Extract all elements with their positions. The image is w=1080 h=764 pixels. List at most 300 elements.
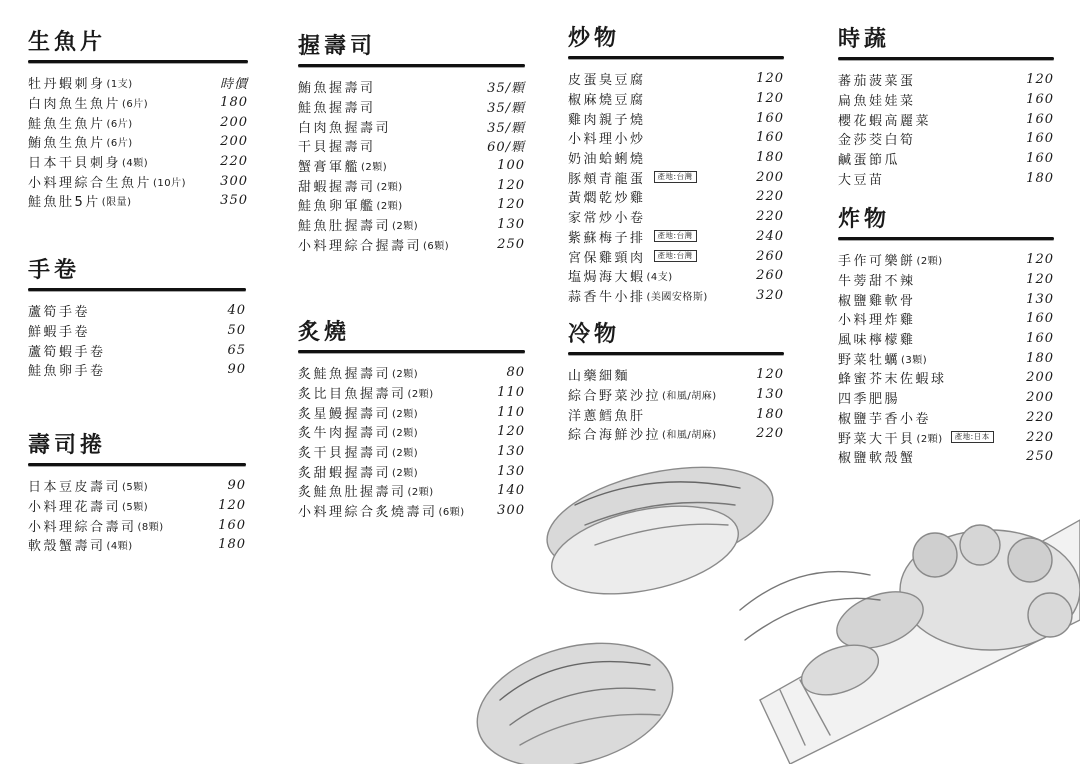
item-note: (限量) <box>101 197 132 209</box>
item-price: 140 <box>497 483 525 499</box>
item-note: (2顆) <box>392 448 419 460</box>
item-price: 160 <box>218 517 246 533</box>
item-price: 100 <box>497 158 525 174</box>
item-name: 小料理綜合炙燒壽司 <box>298 505 438 521</box>
item-price: 180 <box>218 537 246 553</box>
item-price: 120 <box>756 91 784 107</box>
item-name: 四季肥腸 <box>838 392 901 408</box>
menu-item <box>838 149 1054 169</box>
item-price: 160 <box>1026 111 1054 127</box>
menu-item <box>28 132 248 152</box>
item-name: 椒麻燒豆腐 <box>568 93 646 109</box>
item-name: 鮭魚卵軍艦 <box>298 199 376 215</box>
menu-item <box>838 329 1054 349</box>
menu-item <box>298 481 525 501</box>
item-price: 90 <box>227 362 246 378</box>
menu-section-sushi-roll <box>28 433 246 555</box>
item-price: 180 <box>1026 350 1054 366</box>
item-name: 野菜大干貝 <box>838 431 916 447</box>
item-price: 350 <box>220 193 248 209</box>
item-name: 宮保雞頸肉 <box>568 250 646 266</box>
item-name: 蘆筍手卷 <box>28 305 91 321</box>
item-note: (和風/胡麻) <box>662 391 717 403</box>
menu-item <box>298 116 525 136</box>
item-price: 120 <box>1026 272 1054 288</box>
menu-item <box>838 168 1054 188</box>
menu-item-label <box>28 516 164 535</box>
item-name: 風味檸檬雞 <box>838 333 916 349</box>
menu-item <box>28 496 246 516</box>
item-name: 白肉魚握壽司 <box>298 120 392 136</box>
item-price: 160 <box>1026 131 1054 147</box>
item-note: (6顆) <box>423 240 450 252</box>
origin-badge: 產地:台灣 <box>654 230 697 242</box>
menu-item <box>838 250 1054 270</box>
item-price: 120 <box>756 71 784 87</box>
item-price: 220 <box>756 189 784 205</box>
menu-item-label <box>298 442 418 461</box>
section-divider <box>298 64 525 67</box>
menu-item-label <box>568 247 697 266</box>
origin-badge: 產地:日本 <box>951 431 994 443</box>
item-price: 110 <box>497 385 525 401</box>
menu-item-label <box>298 77 376 96</box>
item-note: (3顆) <box>901 354 928 366</box>
menu-item-label <box>568 148 646 167</box>
menu-item-label <box>838 169 885 188</box>
menu-item-label <box>28 172 186 191</box>
menu-item-label <box>568 385 717 404</box>
item-name: 牛蒡甜不辣 <box>838 274 916 290</box>
menu-item <box>838 270 1054 290</box>
menu-item-label <box>568 424 717 443</box>
menu-item-label <box>298 117 391 136</box>
item-name: 蟹膏軍艦 <box>298 160 361 176</box>
menu-item <box>298 97 525 117</box>
menu-item <box>838 70 1054 90</box>
item-price: 130 <box>756 387 784 403</box>
item-name: 小料理炸雞 <box>838 313 916 329</box>
section-divider <box>838 57 1054 60</box>
menu-item-label <box>28 93 148 112</box>
item-note: (2顆) <box>407 487 434 499</box>
menu-item-label <box>28 132 133 151</box>
menu-item-label <box>568 227 697 246</box>
item-name: 鮭魚肚握壽司 <box>298 219 392 235</box>
item-name: 炙牛肉握壽司 <box>298 426 392 442</box>
origin-badge: 產地:台灣 <box>654 171 697 183</box>
menu-item <box>28 321 246 341</box>
item-name: 蒜香牛小排 <box>568 289 646 305</box>
menu-item <box>298 461 525 481</box>
menu-section-hand-roll <box>28 258 246 380</box>
item-price: 320 <box>756 287 784 303</box>
menu-item <box>298 215 525 235</box>
item-note: (2顆) <box>376 201 403 213</box>
item-name: 牡丹蝦刺身 <box>28 77 106 93</box>
menu-section-fried <box>838 207 1054 467</box>
menu-item-label <box>838 70 916 89</box>
item-name: 大豆苗 <box>838 172 885 188</box>
menu-item-label <box>568 365 630 384</box>
item-note: (2顆) <box>392 221 419 233</box>
menu-item-label <box>838 110 931 129</box>
item-price: 60/顆 <box>487 140 525 156</box>
menu-item <box>298 383 525 403</box>
item-price: 160 <box>756 130 784 146</box>
menu-item <box>298 136 525 156</box>
item-name: 鮭魚生魚片 <box>28 116 106 132</box>
menu-item <box>568 266 784 286</box>
item-price: 300 <box>220 173 248 189</box>
item-name: 鮭魚肚5片 <box>28 195 101 211</box>
section-title: 炒物 <box>568 26 621 51</box>
menu-item <box>28 301 246 321</box>
item-price: 130 <box>497 444 525 460</box>
item-name: 蕃茄菠菜蛋 <box>838 74 916 90</box>
menu-item-label <box>568 69 646 88</box>
menu-item <box>568 207 784 227</box>
menu-item-label <box>838 349 927 368</box>
item-note: (2顆) <box>392 408 419 420</box>
item-price: 35/顆 <box>487 81 525 97</box>
menu-item <box>568 167 784 187</box>
item-price: 300 <box>497 503 525 519</box>
item-note: (2顆) <box>392 369 419 381</box>
item-price: 120 <box>497 177 525 193</box>
item-note: (8顆) <box>137 521 164 533</box>
item-name: 甜蝦握壽司 <box>298 179 376 195</box>
item-price: 180 <box>756 150 784 166</box>
menu-item <box>568 89 784 109</box>
menu-item <box>28 93 248 113</box>
menu-item-label <box>838 290 916 309</box>
item-price: 200 <box>756 169 784 185</box>
section-title: 炙燒 <box>298 320 351 345</box>
item-note: (6片) <box>122 99 149 111</box>
menu-item <box>838 427 1054 447</box>
menu-item-label <box>298 462 418 481</box>
item-name: 小料理小炒 <box>568 132 646 148</box>
menu-item-label <box>298 156 387 175</box>
menu-item <box>28 535 246 555</box>
menu-item-label <box>298 363 418 382</box>
menu-item <box>298 422 525 442</box>
item-name: 櫻花蝦高麗菜 <box>838 113 932 129</box>
item-name: 皮蛋臭豆腐 <box>568 73 646 89</box>
menu-item <box>298 363 525 383</box>
item-name: 日本干貝刺身 <box>28 156 122 172</box>
item-name: 鮭魚卵手卷 <box>28 364 106 380</box>
menu-item-label <box>568 168 697 187</box>
menu-item <box>28 112 248 132</box>
menu-section-sashimi <box>28 30 248 211</box>
menu-item-label <box>298 235 449 254</box>
item-price: 200 <box>220 114 248 130</box>
item-price: 130 <box>497 217 525 233</box>
item-price: 120 <box>1026 252 1054 268</box>
menu-item <box>298 195 525 215</box>
item-note: (2顆) <box>361 162 388 174</box>
item-name: 蘆筍蝦手卷 <box>28 344 106 360</box>
section-title: 冷物 <box>568 322 621 347</box>
item-price: 90 <box>227 478 246 494</box>
item-note: (2顆) <box>407 389 434 401</box>
item-price: 250 <box>1026 449 1054 465</box>
item-price: 120 <box>1026 72 1054 88</box>
item-note: (1支) <box>106 79 133 91</box>
menu-item-label <box>838 309 916 328</box>
menu-item-label <box>298 215 418 234</box>
item-name: 炙比目魚握壽司 <box>298 387 407 403</box>
item-name: 日本豆皮壽司 <box>28 480 122 496</box>
item-price: 110 <box>497 404 525 420</box>
item-note: (美國安格斯) <box>646 291 708 303</box>
menu-item <box>568 69 784 89</box>
item-name: 炙星鰻握壽司 <box>298 406 392 422</box>
menu-item <box>298 156 525 176</box>
item-price: 120 <box>497 197 525 213</box>
menu-item <box>28 515 246 535</box>
item-name: 鮪魚握壽司 <box>298 81 376 97</box>
menu-item <box>298 175 525 195</box>
menu-item <box>568 246 784 266</box>
section-title: 壽司捲 <box>28 433 107 458</box>
section-divider <box>568 56 784 59</box>
item-price: 250 <box>497 236 525 252</box>
item-price: 180 <box>220 95 248 111</box>
menu-item-label <box>568 286 708 305</box>
item-price: 160 <box>1026 311 1054 327</box>
menu-item-label <box>298 97 376 116</box>
item-note: (6片) <box>106 138 133 150</box>
menu-item-label <box>28 341 106 360</box>
menu-item-label <box>28 301 90 320</box>
menu-section-stir-fry <box>568 26 784 305</box>
menu-item-label <box>838 447 916 466</box>
item-price: 120 <box>497 424 525 440</box>
item-name: 雞肉親子燒 <box>568 112 646 128</box>
item-name: 豚頰青龍蛋 <box>568 171 646 187</box>
item-note: (6顆) <box>438 507 465 519</box>
item-name: 炙甜蝦握壽司 <box>298 465 392 481</box>
item-name: 手作可樂餅 <box>838 254 916 270</box>
section-divider <box>28 463 246 466</box>
item-price: 220 <box>1026 409 1054 425</box>
menu-item-label <box>568 207 646 226</box>
item-name: 鮭魚握壽司 <box>298 101 376 117</box>
menu-item <box>568 227 784 247</box>
menu-item-label <box>298 176 403 195</box>
item-price: 50 <box>227 323 246 339</box>
menu-item <box>28 360 246 380</box>
menu-item <box>568 385 784 405</box>
item-name: 鮪魚生魚片 <box>28 136 106 152</box>
item-name: 椒鹽雞軟骨 <box>838 293 916 309</box>
menu-item-label <box>298 422 418 441</box>
menu-item <box>838 368 1054 388</box>
section-divider <box>28 60 248 63</box>
menu-item <box>568 108 784 128</box>
item-note: (5顆) <box>122 502 149 514</box>
menu-item <box>568 148 784 168</box>
item-name: 白肉魚生魚片 <box>28 97 122 113</box>
item-price: 160 <box>756 110 784 126</box>
item-price: 160 <box>1026 331 1054 347</box>
item-name: 紫蘇梅子排 <box>568 230 646 246</box>
menu-item-label <box>28 113 133 132</box>
item-name: 小料理綜合壽司 <box>28 519 137 535</box>
item-name: 炙干貝握壽司 <box>298 446 392 462</box>
item-note: (4顆) <box>122 158 149 170</box>
menu-item <box>838 129 1054 149</box>
menu-item-label <box>838 129 916 148</box>
item-note: (6片) <box>106 118 133 130</box>
menu-item <box>298 501 525 521</box>
menu-item-label <box>568 89 646 108</box>
menu-item <box>838 90 1054 110</box>
section-title: 時蔬 <box>838 27 891 52</box>
menu-item-label <box>298 501 465 520</box>
menu-item <box>28 340 246 360</box>
item-price: 220 <box>1026 429 1054 445</box>
menu-item <box>838 348 1054 368</box>
menu-item <box>28 171 248 191</box>
menu-section-cold <box>568 322 784 444</box>
menu-item <box>568 404 784 424</box>
menu-item-label <box>298 383 434 402</box>
item-price: 160 <box>1026 151 1054 167</box>
item-price: 35/顆 <box>487 120 525 136</box>
menu-item <box>568 424 784 444</box>
menu-item <box>298 235 525 255</box>
item-name: 小料理花壽司 <box>28 500 122 516</box>
menu-item-label <box>28 191 132 210</box>
item-note: (2顆) <box>916 433 943 445</box>
section-divider <box>838 237 1054 240</box>
menu-item-label <box>838 329 916 348</box>
menu-item <box>838 447 1054 467</box>
item-price: 260 <box>756 268 784 284</box>
menu-item <box>838 289 1054 309</box>
section-divider <box>568 352 784 355</box>
item-price: 180 <box>756 406 784 422</box>
item-price: 130 <box>497 463 525 479</box>
section-divider <box>28 288 246 291</box>
item-price: 120 <box>218 498 246 514</box>
item-name: 綜合野菜沙拉 <box>568 389 662 405</box>
item-name: 椒鹽芋香小卷 <box>838 411 932 427</box>
item-note: (4顆) <box>106 541 133 553</box>
menu-item <box>838 388 1054 408</box>
menu-item <box>298 77 525 97</box>
menu-item-label <box>28 360 106 379</box>
item-note: (10片) <box>153 177 187 189</box>
menu-item-label <box>28 535 133 554</box>
menu-item-label <box>28 496 148 515</box>
item-name: 家常炒小卷 <box>568 211 646 227</box>
item-price: 180 <box>1026 170 1054 186</box>
origin-badge: 產地:台灣 <box>654 250 697 262</box>
item-price: 240 <box>756 228 784 244</box>
menu-item <box>568 365 784 385</box>
item-name: 洋蔥鱈魚肝 <box>568 408 646 424</box>
item-price: 200 <box>220 134 248 150</box>
menu-item-label <box>298 481 434 500</box>
menu-item-label <box>568 109 646 128</box>
item-name: 塩焗海大蝦 <box>568 270 646 286</box>
item-price: 35/顆 <box>487 101 525 117</box>
item-name: 綜合海鮮沙拉 <box>568 428 662 444</box>
menu-item-label <box>568 405 646 424</box>
item-price: 220 <box>220 154 248 170</box>
menu-item-label <box>298 403 418 422</box>
item-name: 蜂蜜芥末佐蝦球 <box>838 372 947 388</box>
item-price: 80 <box>506 365 525 381</box>
item-name: 炙鮭魚肚握壽司 <box>298 485 407 501</box>
item-price: 220 <box>756 426 784 442</box>
menu-item-label <box>838 149 900 168</box>
item-note: (5顆) <box>122 482 149 494</box>
menu-item-label <box>28 476 148 495</box>
menu-item-label <box>298 136 376 155</box>
section-title: 炸物 <box>838 207 891 232</box>
section-title: 生魚片 <box>28 30 107 55</box>
menu-item-label <box>568 128 646 147</box>
item-price: 160 <box>1026 92 1054 108</box>
item-price: 260 <box>756 248 784 264</box>
item-name: 金莎茭白筍 <box>838 133 916 149</box>
menu-item <box>28 152 248 172</box>
menu-section-nigiri <box>298 34 525 254</box>
menu-item-label <box>838 428 994 447</box>
menu-item <box>838 109 1054 129</box>
item-name: 椒鹽軟殼蟹 <box>838 451 916 467</box>
item-price: 120 <box>756 367 784 383</box>
menu-item <box>28 73 248 93</box>
item-price: 220 <box>756 209 784 225</box>
menu-item-label <box>838 388 900 407</box>
item-name: 野菜牡蠣 <box>838 352 901 368</box>
menu-item-label <box>28 73 133 92</box>
section-divider <box>298 350 525 353</box>
item-note: (2顆) <box>392 467 419 479</box>
menu-item <box>298 402 525 422</box>
menu-item <box>568 128 784 148</box>
menu-item-label <box>28 152 148 171</box>
menu-item <box>28 191 248 211</box>
item-name: 炙鮭魚握壽司 <box>298 367 392 383</box>
section-title: 手卷 <box>28 258 81 283</box>
item-price: 200 <box>1026 390 1054 406</box>
item-price: 200 <box>1026 370 1054 386</box>
item-note: (2顆) <box>392 428 419 440</box>
section-title: 握壽司 <box>298 34 377 59</box>
menu-item-label <box>568 187 646 206</box>
item-name: 鮮蝦手卷 <box>28 325 91 341</box>
item-price: 130 <box>1026 291 1054 307</box>
menu-item <box>568 286 784 306</box>
item-price: 65 <box>227 342 246 358</box>
item-note: (2顆) <box>916 256 943 268</box>
menu-item-label <box>838 250 943 269</box>
item-name: 黃燜乾炒雞 <box>568 191 646 207</box>
item-name: 奶油蛤蜊燒 <box>568 152 646 168</box>
item-name: 山藥細麵 <box>568 369 631 385</box>
menu-section-aburi <box>298 320 525 521</box>
item-name: 干貝握壽司 <box>298 140 376 156</box>
item-name: 軟殼蟹壽司 <box>28 539 106 555</box>
